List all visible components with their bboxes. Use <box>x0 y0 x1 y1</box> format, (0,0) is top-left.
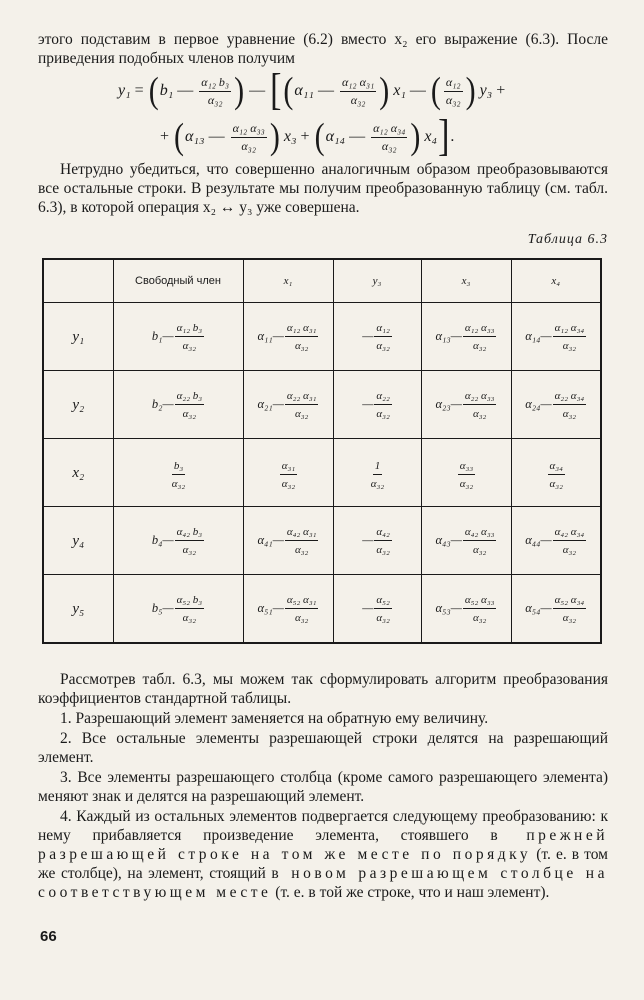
formula-x4: x₄ <box>424 128 438 145</box>
row-label: y₅ <box>43 575 113 644</box>
formula-a11: α₁₁ <box>294 82 314 99</box>
algorithm-step-2: 2. Все остальные элементы разрешающей строки делятся на разрешающий элемент. <box>38 730 608 766</box>
table-cell: α₁₁— $\frac{\text{α₁₂ α₃₁}}{\text{α₃₂}}$ <box>243 303 333 371</box>
table-cell: $\frac{1}{\text{α₃₂}}$ <box>333 439 421 507</box>
table-row <box>43 439 601 507</box>
formula-line-1: y₁ = ( b₁ — $\frac{\text{α₁₂ b₃}}{\text{α₃₂}}$ ) — [ ( α₁₁ — $\frac{\text{α₁₂ α₃₁}}{\text{α₃₂}}$ ) x₁ — ( $\frac{\text{α₁₂}}{\text{α₃₂}}$ ) y₃ + <box>118 66 506 115</box>
row-label: y₄ <box>43 507 113 575</box>
algorithm-intro: Рассмотрев табл. 6.3, мы можем так сформулировать алгоритм преобразования коэффициентов стандартной таблицы. <box>38 671 608 707</box>
table-cell: α₄₄— $\frac{\text{α₄₂ α₃₄}}{\text{α₃₂}}$ <box>511 507 601 575</box>
formula-frac: $\frac{\text{α₁₂ b₃}}{\text{α₃₂}}$ <box>201 74 230 107</box>
table-cell: α₂₁— $\frac{\text{α₂₂ α₃₁}}{\text{α₃₂}}$ <box>243 371 333 439</box>
table-caption: Таблица 6.3 <box>527 232 608 247</box>
formula-line-2: + ( α₁₃ — $\frac{\text{α₁₂ α₃₃}}{\text{α₃₂}}$ ) x₃ + ( α₁₄ — $\frac{\text{α₁₂ α₃₄}}{\text{α₃₂}}$ ) x₄ ] . <box>160 112 455 161</box>
formula-lhs: y₁ <box>118 82 131 99</box>
header-cell: x₁ <box>243 259 333 303</box>
intro-paragraph: этого подставим в первое уравнение (6.2) вместо x₂ его выражение (6.3). После приведения подобных членов получим <box>38 31 608 67</box>
table-cell: α₅₃— $\frac{\text{α₅₂ α₃₃}}{\text{α₃₂}}$ <box>421 575 511 644</box>
formula-a14: α₁₄ <box>325 128 346 145</box>
page-number: 66 <box>40 928 57 945</box>
table-cell: α₄₃— $\frac{\text{α₄₂ α₃₃}}{\text{α₃₂}}$ <box>421 507 511 575</box>
table-row <box>43 507 601 575</box>
header-cell: x₃ <box>421 259 511 303</box>
table-cell: b₄— $\frac{\text{α₄₂ b₃}}{\text{α₃₂}}$ <box>113 507 243 575</box>
formula-y1 <box>38 66 608 170</box>
table-cell: b₁— $\frac{\text{α₁₂ b₃}}{\text{α₃₂}}$ <box>113 303 243 371</box>
algorithm-step-3: 3. Все элементы разрешающего столбца (кроме самого разрешающего элемента) меняют знак и делятся на разрешающий элемент. <box>38 769 608 805</box>
table-cell: b₂— $\frac{\text{α₂₂ b₃}}{\text{α₃₂}}$ <box>113 371 243 439</box>
table-6-3 <box>42 258 602 644</box>
table-cell: $\frac{\text{b₃}}{\text{α₃₂}}$ <box>113 439 243 507</box>
result-paragraph: Нетрудно убедиться, что совершенно аналогичным образом преобразовываются все остальные строки. В результате мы получим преобразованную таблицу (см. табл. 6.3), в которой операция x₂ ↔ y₃ уже совершена. <box>38 161 608 216</box>
table-row <box>43 575 601 644</box>
table-header-row <box>43 259 601 303</box>
formula-b1: b₁ <box>159 82 174 99</box>
formula-y3: y₃ <box>479 82 493 99</box>
formula-frac: $\frac{\text{α₁₂ α₃₃}}{\text{α₃₂}}$ <box>232 120 265 153</box>
header-cell: x₄ <box>511 259 601 303</box>
table-cell: — $\frac{\text{α₁₂}}{\text{α₃₂}}$ <box>333 303 421 371</box>
row-label: x₂ <box>43 439 113 507</box>
table-row <box>43 371 601 439</box>
row-label: y₂ <box>43 371 113 439</box>
table-cell: α₁₄— $\frac{\text{α₁₂ α₃₄}}{\text{α₃₂}}$ <box>511 303 601 371</box>
table-cell: α₄₁— $\frac{\text{α₄₂ α₃₁}}{\text{α₃₂}}$ <box>243 507 333 575</box>
algorithm-step-1: 1. Разрешающий элемент заменяется на обратную ему величину. <box>60 710 489 727</box>
header-cell <box>43 259 113 303</box>
table-cell: α₁₃— $\frac{\text{α₁₂ α₃₃}}{\text{α₃₂}}$ <box>421 303 511 371</box>
table-cell: $\frac{\text{α₃₃}}{\text{α₃₂}}$ <box>421 439 511 507</box>
formula-x3: x₃ <box>283 128 297 145</box>
formula-a13: α₁₃ <box>185 128 205 145</box>
algorithm-step-4: 4. Каждый из остальных элементов подвергается следующему преобразованию: к нему прибавляется произведение элемента, стоявшего в прежней разрешающей строке на том же месте по порядку (т. е. в том же столбце), на элемент, стоящий в новом разрешающем столбце на соответствующем месте (т. е. в той же строке, что и наш элемент). <box>38 808 608 901</box>
table-cell: α₂₄— $\frac{\text{α₂₂ α₃₄}}{\text{α₃₂}}$ <box>511 371 601 439</box>
table-cell: — $\frac{\text{α₄₂}}{\text{α₃₂}}$ <box>333 507 421 575</box>
row-label: y₁ <box>43 303 113 371</box>
header-cell: Свободный член <box>113 259 243 303</box>
header-cell: y₃ <box>333 259 421 303</box>
table-cell: α₅₁— $\frac{\text{α₅₂ α₃₁}}{\text{α₃₂}}$ <box>243 575 333 644</box>
table-row <box>43 303 601 371</box>
formula-frac: $\frac{\text{α₁₂ α₃₄}}{\text{α₃₂}}$ <box>373 120 406 153</box>
formula-frac: $\frac{\text{α₁₂ α₃₁}}{\text{α₃₂}}$ <box>341 74 375 107</box>
table-cell: α₂₃— $\frac{\text{α₂₂ α₃₃}}{\text{α₃₂}}$ <box>421 371 511 439</box>
formula-x1: x₁ <box>393 82 406 99</box>
table-cell: α₅₄— $\frac{\text{α₅₂ α₃₄}}{\text{α₃₂}}$ <box>511 575 601 644</box>
table-cell: — $\frac{\text{α₅₂}}{\text{α₃₂}}$ <box>333 575 421 644</box>
table-cell: — $\frac{\text{α₂₂}}{\text{α₃₂}}$ <box>333 371 421 439</box>
formula-frac: $\frac{\text{α₁₂}}{\text{α₃₂}}$ <box>445 74 461 107</box>
algorithm-section <box>38 670 608 902</box>
table-cell: $\frac{\text{α₃₄}}{\text{α₃₂}}$ <box>511 439 601 507</box>
table-cell: $\frac{\text{α₃₁}}{\text{α₃₂}}$ <box>243 439 333 507</box>
table-cell: b₅— $\frac{\text{α₅₂ b₃}}{\text{α₃₂}}$ <box>113 575 243 644</box>
